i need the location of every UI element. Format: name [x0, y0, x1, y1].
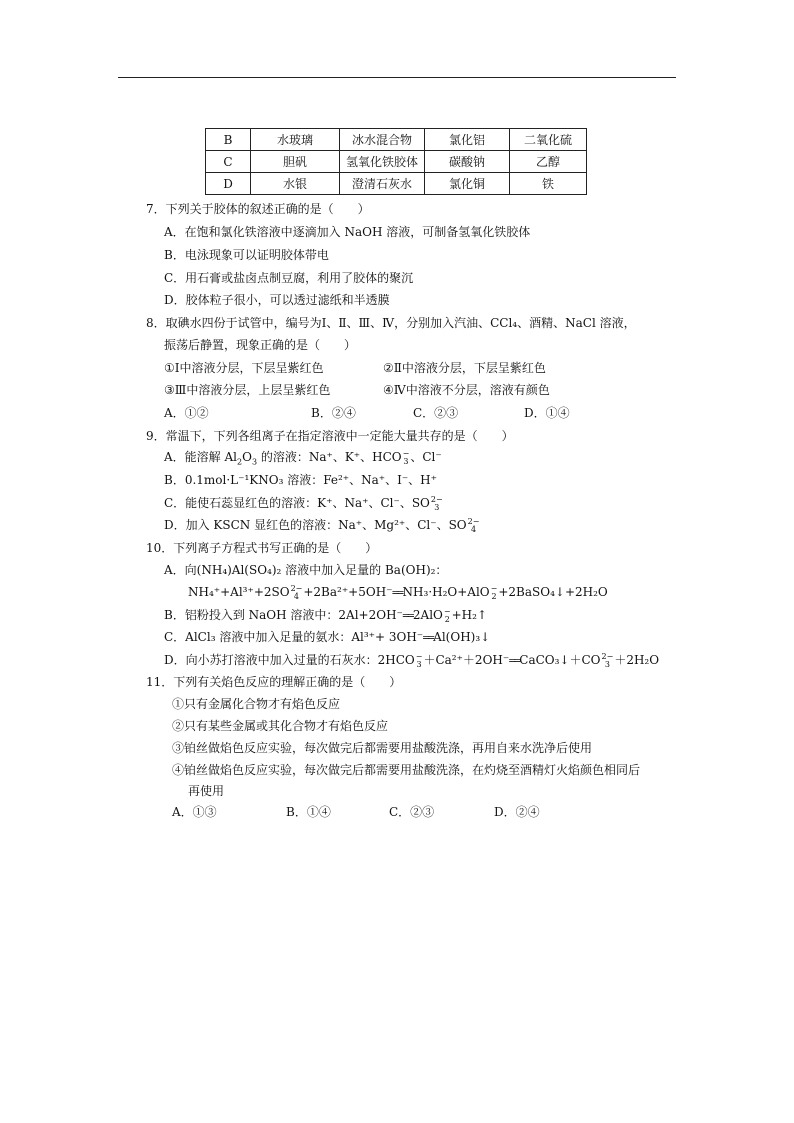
table-row	[206, 151, 587, 173]
q11-statement-2: ②只有某些金属或其化合物才有焰色反应	[172, 719, 389, 733]
table-cell: 碳酸钠	[425, 151, 510, 173]
q7-option-c: C．用石膏或盐卤点制豆腐，利用了胶体的聚沉	[164, 271, 414, 285]
q8-statement-4: ④Ⅳ中溶液不分层，溶液有颜色	[383, 383, 550, 397]
q10-option-d: D．向小苏打溶液中加入过量的石灰水：2HCO − 3 ＋Ca²⁺＋2OH⁻══CaCO₃↓＋CO 2− 3 ＋2H₂O	[164, 651, 660, 669]
q11-statement-1: ①只有金属化合物才有焰色反应	[172, 697, 341, 711]
table-cell: D	[206, 173, 251, 195]
q9-option-a: A．能溶解 $Al_2O_3$ 的溶液：Na⁺、K⁺、HCO − 3 、Cl⁻	[164, 448, 442, 467]
q10-stem: 10．下列离子方程式书写正确的是（ ）	[146, 541, 378, 555]
table-row	[206, 173, 587, 195]
q8-statement-1: ①Ⅰ中溶液分层，下层呈紫红色	[164, 361, 324, 375]
table-cell: 乙醇	[510, 151, 587, 173]
q8-option-c: C．②③	[413, 406, 459, 420]
q8-stem-line1: 8．取碘水四份于试管中，编号为Ⅰ、Ⅱ、Ⅲ、Ⅳ，分别加入汽油、CCl₄、酒精、NaCl 溶液，	[146, 316, 636, 330]
q7-option-a: A．在饱和氯化铁溶液中逐滴加入 NaOH 溶液，可制备氢氧化铁胶体	[164, 225, 531, 239]
q8-stem-line2: 振荡后静置，现象正确的是（ ）	[164, 338, 357, 352]
q7-stem: 7．下列关于胶体的叙述正确的是（ ）	[146, 202, 370, 216]
q10-option-c: C．AlCl₃ 溶液中加入足量的氨水：Al³⁺+ 3OH⁻══Al(OH)₃↓	[164, 630, 491, 644]
table-cell: 铁	[510, 173, 587, 195]
q8-statement-2: ②Ⅱ中溶液分层，下层呈紫红色	[383, 361, 546, 375]
q11-stem: 11．下列有关焰色反应的理解正确的是（ ）	[146, 675, 402, 689]
table-cell: B	[206, 129, 251, 151]
q11-option-d: D．②④	[494, 805, 540, 819]
table-cell: 水玻璃	[251, 129, 340, 151]
table-cell: C	[206, 151, 251, 173]
q11-option-b: B．①④	[286, 805, 331, 819]
q11-statement-4-line1: ④铂丝做焰色反应实验，每次做完后都需要用盐酸洗涤，在灼烧至酒精灯火焰颜色相同后	[172, 763, 641, 777]
q10-option-a-equation: NH₄⁺+Al³⁺+2SO 2− 4 +2Ba²⁺+5OH⁻══NH₃·H₂O+AlO − 2 +2BaSO₄↓+2H₂O	[188, 583, 608, 601]
q8-statement-3: ③Ⅲ中溶液分层，上层呈紫红色	[164, 383, 331, 397]
q11-option-a: A．①③	[172, 805, 217, 819]
classification-table	[205, 128, 587, 195]
q7-option-d: D．胶体粒子很小，可以透过滤纸和半透膜	[164, 293, 390, 307]
q9-stem: 9．常温下，下列各组离子在指定溶液中一定能大量共存的是（ ）	[146, 429, 514, 443]
table-cell: 澄清石灰水	[340, 173, 425, 195]
table-cell: 二氧化硫	[510, 129, 587, 151]
q9-option-b: B．0.1mol·L⁻¹KNO₃ 溶液：Fe²⁺、Na⁺、I⁻、H⁺	[164, 473, 437, 487]
table-cell: 氢氧化铁胶体	[340, 151, 425, 173]
q10-option-a: A．向(NH₄)Al(SO₄)₂ 溶液中加入足量的 Ba(OH)₂：	[164, 563, 448, 577]
q9-option-d: D．加入 KSCN 显红色的溶液：Na⁺、Mg²⁺、Cl⁻、SO 2− 4	[164, 516, 480, 534]
q8-option-b: B．②④	[311, 406, 356, 420]
table-cell: 冰水混合物	[340, 129, 425, 151]
q10-option-b: B．铝粉投入到 NaOH 溶液中：2Al+2OH⁻══2AlO − 2 +H₂↑	[164, 606, 487, 624]
q8-option-d: D．①④	[524, 406, 570, 420]
q11-statement-4-line2: 再使用	[188, 784, 225, 798]
table-cell: 氯化铜	[425, 173, 510, 195]
table-cell: 水银	[251, 173, 340, 195]
q8-option-a: A．①②	[164, 406, 209, 420]
q7-option-b: B．电泳现象可以证明胶体带电	[164, 248, 329, 262]
q11-statement-3: ③铂丝做焰色反应实验，每次做完后都需要用盐酸洗涤，再用自来水洗净后使用	[172, 741, 593, 755]
table-cell: 氯化铝	[425, 129, 510, 151]
q11-option-c: C．②③	[389, 805, 435, 819]
header-rule	[118, 77, 676, 78]
table-cell: 胆矾	[251, 151, 340, 173]
table-row	[206, 129, 587, 151]
q9-option-c: C．能使石蕊显红色的溶液：K⁺、Na⁺、Cl⁻、SO 2− 3	[164, 494, 443, 512]
